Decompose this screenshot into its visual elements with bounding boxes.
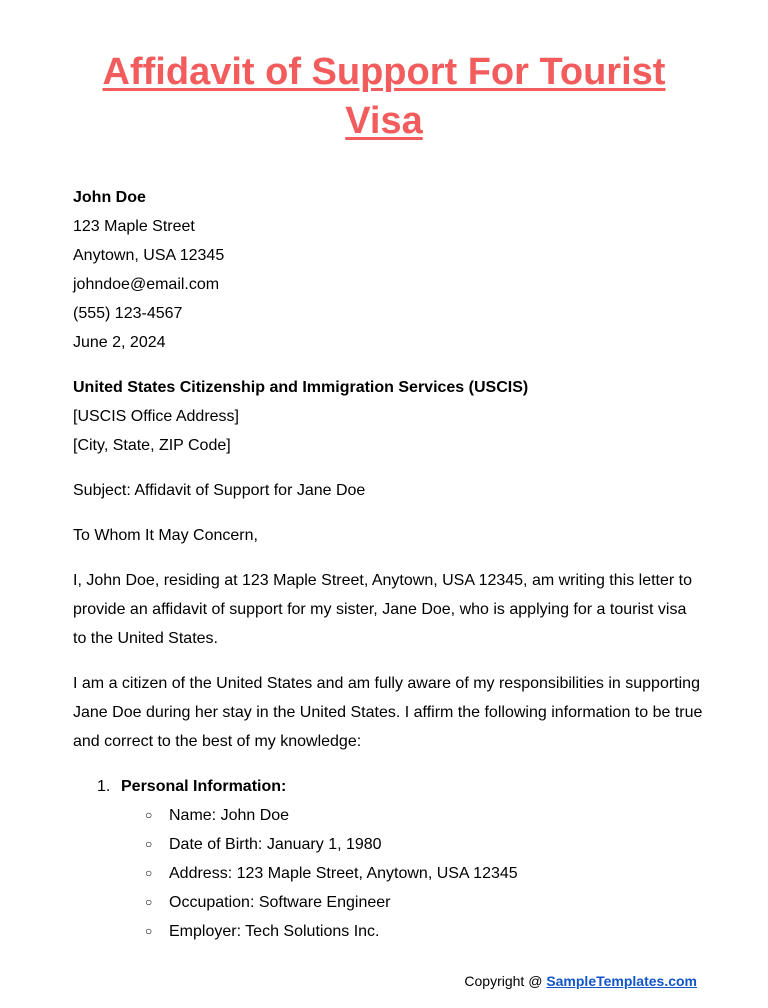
page-title: Affidavit of Support For Tourist Visa (102, 51, 666, 142)
sublist-item (145, 917, 703, 946)
sublist-item-text: Date of Birth: January 1, 1980 (169, 836, 382, 853)
sender-block (73, 183, 703, 357)
recipient-name: United States Citizenship and Immigration Services (USCIS) (73, 379, 529, 396)
sublist-item-text: Occupation: Software Engineer (169, 894, 391, 911)
recipient-address: [USCIS Office Address] (73, 408, 239, 425)
sublist-item-text: Name: John Doe (169, 807, 290, 824)
sampletemplates-link[interactable]: SampleTemplates.com (546, 973, 697, 989)
salutation: To Whom It May Concern, (73, 527, 258, 544)
list-heading: Personal Information: (121, 778, 287, 795)
sender-phone: (555) 123-4567 (73, 305, 183, 322)
list-number: 1. (97, 778, 111, 795)
list-item (97, 772, 703, 946)
recipient-city: [City, State, ZIP Code] (73, 437, 231, 454)
body-paragraph-2: I am a citizen of the United States and am fully aware of my responsibilities in supporting Jane Doe during her stay in the United States. I affirm the following information to be true and correct to the best of my knowledge: (73, 675, 703, 750)
hollow-bullet-icon: ○ (145, 837, 153, 851)
hollow-bullet-icon: ○ (145, 924, 153, 938)
sender-street: 123 Maple Street (73, 218, 195, 235)
hollow-bullet-icon: ○ (145, 866, 153, 880)
information-list (73, 772, 703, 946)
sender-name: John Doe (73, 189, 146, 206)
letter-date: June 2, 2024 (73, 334, 166, 351)
personal-info-sublist (121, 801, 703, 946)
sublist-item (145, 830, 703, 859)
sender-city: Anytown, USA 12345 (73, 247, 225, 264)
sender-email: johndoe@email.com (73, 276, 220, 293)
sublist-item (145, 859, 703, 888)
hollow-bullet-icon: ○ (145, 895, 153, 909)
body-paragraph-1: I, John Doe, residing at 123 Maple Street, Anytown, USA 12345, am writing this letter to provide an affidavit of support for my sister, Jane Doe, who is applying for a tourist visa to the United States. (73, 572, 692, 647)
subject-line: Subject: Affidavit of Support for Jane Doe (73, 482, 366, 499)
copyright-prefix: Copyright @ (464, 973, 547, 989)
sublist-item-text: Employer: Tech Solutions Inc. (169, 923, 380, 940)
letter-body (73, 183, 703, 946)
sublist-item-text: Address: 123 Maple Street, Anytown, USA 12345 (169, 865, 518, 882)
recipient-block (73, 373, 703, 460)
sublist-item (145, 801, 703, 830)
copyright-footer (464, 971, 697, 991)
sublist-item (145, 888, 703, 917)
hollow-bullet-icon: ○ (145, 808, 153, 822)
